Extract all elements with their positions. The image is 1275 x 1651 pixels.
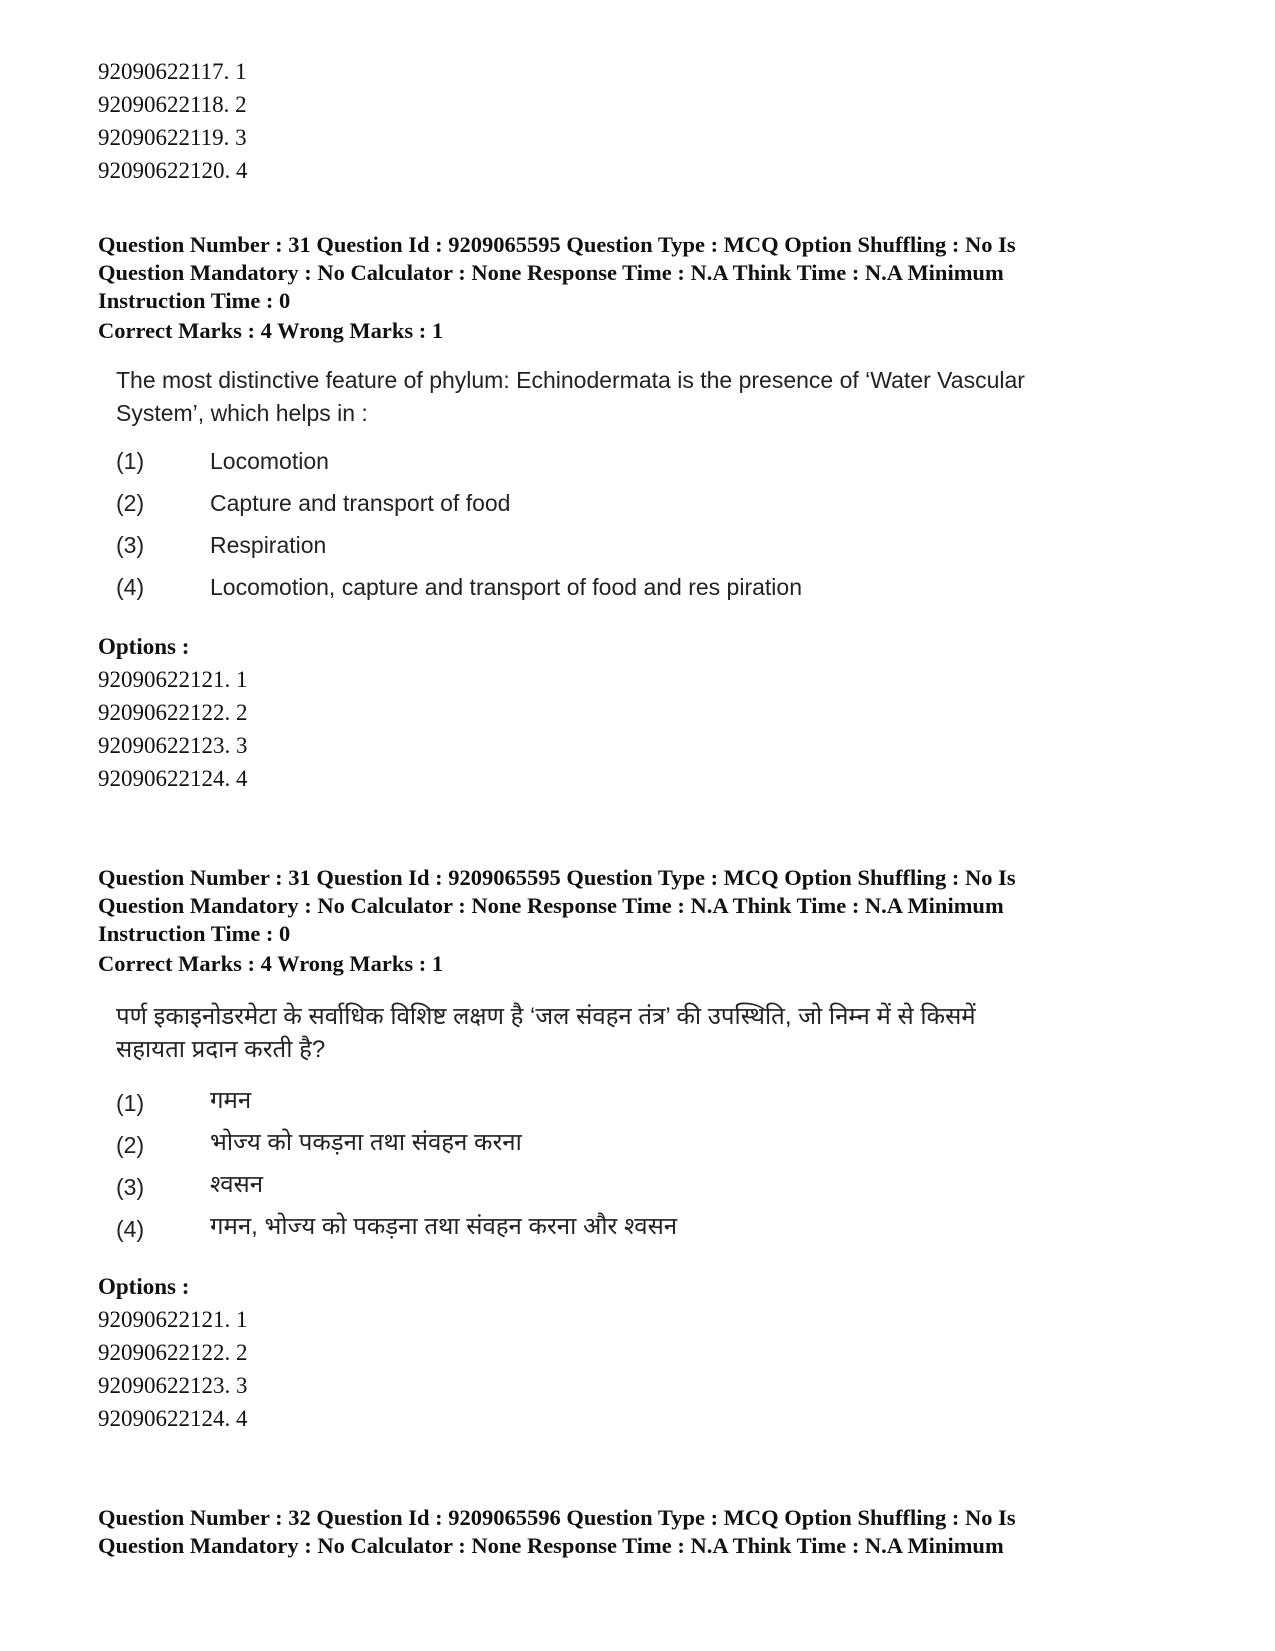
choice-text: Respiration <box>210 532 327 558</box>
question-text <box>116 1000 1116 1066</box>
option-line: 92090622121. 1 <box>98 1307 248 1332</box>
option-line: 92090622123. 3 <box>98 1373 248 1398</box>
choice-text: गमन, भोज्य को पकड़ना तथा संवहन करना और श्वसन <box>210 1213 678 1240</box>
question-header-line: Instruction Time : 0 <box>98 288 291 313</box>
question-header <box>98 1504 1138 1560</box>
marks-line: Correct Marks : 4 Wrong Marks : 1 <box>98 951 444 976</box>
options-label: Options : <box>98 634 190 659</box>
question-header-line: Question Mandatory : No Calculator : None Response Time : N.A Think Time : N.A Minimum <box>98 1533 1004 1558</box>
choice-text: श्वसन <box>210 1171 264 1198</box>
choice-number: (1) <box>116 1090 145 1116</box>
option-line: 92090622117. 1 <box>98 59 247 84</box>
question-header-line: Question Number : 31 Question Id : 9209065595 Question Type : MCQ Option Shuffling : No Is <box>98 232 1016 257</box>
choice-text: गमन <box>210 1087 252 1114</box>
choice-number: (3) <box>116 532 145 558</box>
question-header <box>98 864 1138 948</box>
question-text-line: पर्ण इकाइनोडरमेटा के सर्वाधिक विशिष्ट लक्षण है ‘जल संवहन तंत्र’ की उपस्थिति, जो निम्न में से किसमें <box>116 1003 976 1030</box>
marks-line: Correct Marks : 4 Wrong Marks : 1 <box>98 318 444 343</box>
question-text <box>116 364 1116 430</box>
option-line: 92090622123. 3 <box>98 733 248 758</box>
option-line: 92090622120. 4 <box>98 158 248 183</box>
choice-text: Locomotion, capture and transport of food and res piration <box>210 574 802 600</box>
choice-number: (4) <box>116 574 145 600</box>
choice-number: (2) <box>116 490 145 516</box>
question-text-line: The most distinctive feature of phylum: Echinodermata is the presence of ‘Water Vascular <box>116 367 1025 393</box>
question-header <box>98 231 1138 315</box>
option-line: 92090622124. 4 <box>98 766 248 791</box>
choice-number: (1) <box>116 448 145 474</box>
choice-number: (3) <box>116 1174 145 1200</box>
question-header-line: Question Number : 31 Question Id : 9209065595 Question Type : MCQ Option Shuffling : No Is <box>98 865 1016 890</box>
option-line: 92090622124. 4 <box>98 1406 248 1431</box>
question-text-line: System’, which helps in : <box>116 400 368 426</box>
question-header-line: Instruction Time : 0 <box>98 921 291 946</box>
choice-number: (2) <box>116 1132 145 1158</box>
options-label: Options : <box>98 1274 190 1299</box>
option-line: 92090622118. 2 <box>98 92 247 117</box>
option-line: 92090622122. 2 <box>98 700 248 725</box>
question-header-line: Question Number : 32 Question Id : 9209065596 Question Type : MCQ Option Shuffling : No Is <box>98 1505 1016 1530</box>
question-header-line: Question Mandatory : No Calculator : None Response Time : N.A Think Time : N.A Minimum <box>98 893 1004 918</box>
question-text-line: सहायता प्रदान करती है? <box>116 1036 326 1063</box>
choice-text: Capture and transport of food <box>210 490 511 516</box>
choice-text: भोज्य को पकड़ना तथा संवहन करना <box>210 1129 522 1156</box>
question-header-line: Question Mandatory : No Calculator : None Response Time : N.A Think Time : N.A Minimum <box>98 260 1004 285</box>
option-line: 92090622121. 1 <box>98 667 248 692</box>
option-line: 92090622119. 3 <box>98 125 247 150</box>
choice-text: Locomotion <box>210 448 329 474</box>
option-line: 92090622122. 2 <box>98 1340 248 1365</box>
choice-number: (4) <box>116 1216 145 1242</box>
